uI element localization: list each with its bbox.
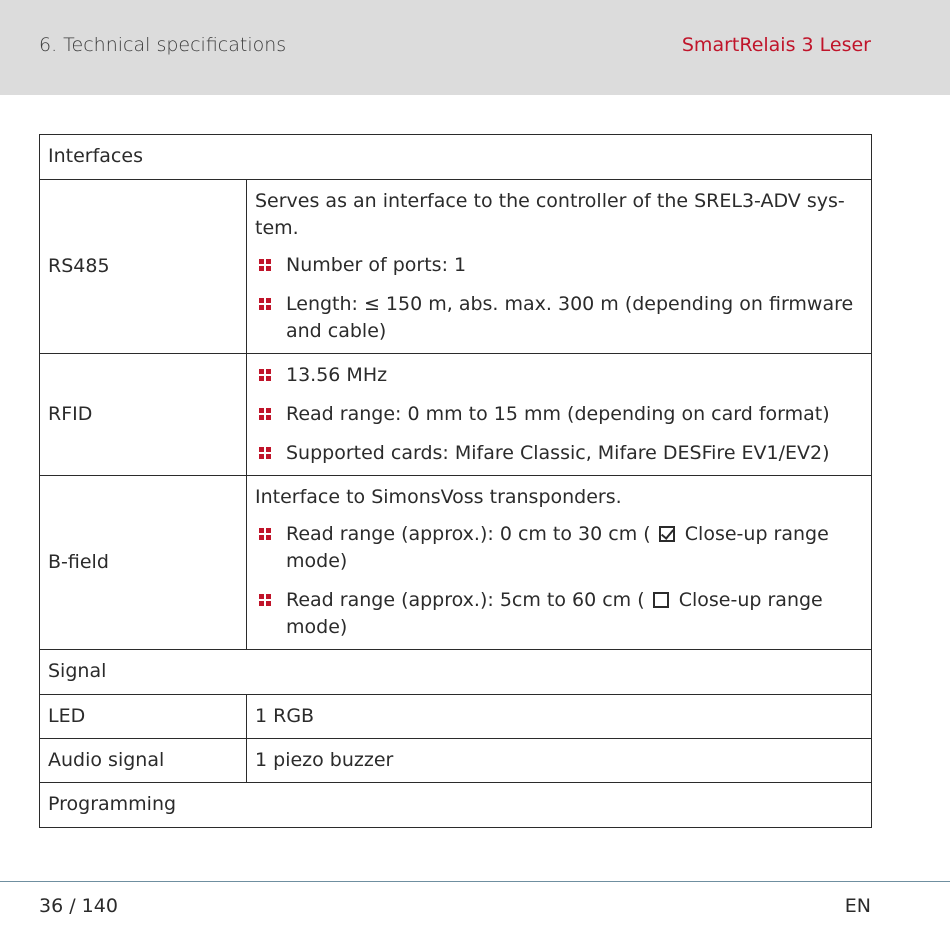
bullet-icon [259, 369, 272, 382]
product-name: SmartRelais 3 Leser [681, 34, 871, 56]
rfid-details [247, 354, 872, 476]
list-item [255, 401, 863, 428]
bullet-icon [259, 408, 272, 421]
bfield-label: B-field [40, 476, 247, 650]
spec-table [39, 134, 872, 828]
list-item [255, 521, 863, 575]
list-item [255, 252, 863, 279]
bfield-details [247, 476, 872, 650]
bfield-description: Interface to SimonsVoss transponders. [255, 486, 622, 508]
interfaces-heading: Interfaces [40, 135, 872, 180]
list-item-text-before: Read range (approx.): 5cm to 60 cm ( [286, 589, 645, 611]
bullet-icon [259, 447, 272, 460]
checkbox-unchecked-icon [653, 592, 669, 608]
bullet-icon [259, 298, 272, 311]
rs485-details [247, 180, 872, 354]
programming-heading: Programming [40, 783, 872, 828]
list-item [255, 362, 863, 389]
rfid-bullet-list [255, 362, 863, 467]
list-item-text: 13.56 MHz [286, 364, 388, 386]
section-title: 6. Technical specifications [39, 34, 287, 56]
page-header [0, 0, 950, 95]
signal-heading: Signal [40, 650, 872, 695]
audio-signal-label: Audio signal [40, 739, 247, 783]
led-value: 1 RGB [247, 695, 872, 739]
table-row [40, 354, 872, 476]
language-code: EN [844, 895, 871, 917]
table-row [40, 476, 872, 650]
list-item-text: Length: ≤ 150 m, abs. max. 300 m (depending on firmware and cable) [286, 293, 854, 342]
rs485-bullet-list [255, 252, 863, 345]
table-row [40, 135, 872, 180]
bullet-icon [259, 594, 272, 607]
list-item-text-before: Read range (approx.): 0 cm to 30 cm ( [286, 523, 651, 545]
page-number: 36 / 140 [39, 895, 118, 917]
list-item-text: Number of ports: 1 [286, 254, 467, 276]
list-item-text: Supported cards: Mifare Classic, Mifare DESFire EV1/EV2) [286, 442, 830, 464]
list-item [255, 587, 863, 641]
rs485-label: RS485 [40, 180, 247, 354]
bullet-icon [259, 259, 272, 272]
list-item-text: Read range: 0 mm to 15 mm (depending on card format) [286, 403, 830, 425]
list-item [255, 291, 863, 345]
rfid-label: RFID [40, 354, 247, 476]
footer-divider [0, 881, 950, 882]
checkbox-checked-icon [659, 526, 675, 542]
table-row [40, 650, 872, 695]
audio-signal-value: 1 piezo buzzer [247, 739, 872, 783]
table-row [40, 739, 872, 783]
table-row [40, 695, 872, 739]
table-row [40, 783, 872, 828]
list-item-text-after: Close-up range mode) [286, 523, 829, 572]
list-item-text-after: Close-up range mode) [286, 589, 823, 638]
list-item [255, 440, 863, 467]
rs485-description: Serves as an interface to the controller of the SREL3-ADV sys-tem. [255, 190, 845, 239]
bfield-bullet-list [255, 521, 863, 641]
table-row [40, 180, 872, 354]
led-label: LED [40, 695, 247, 739]
bullet-icon [259, 528, 272, 541]
